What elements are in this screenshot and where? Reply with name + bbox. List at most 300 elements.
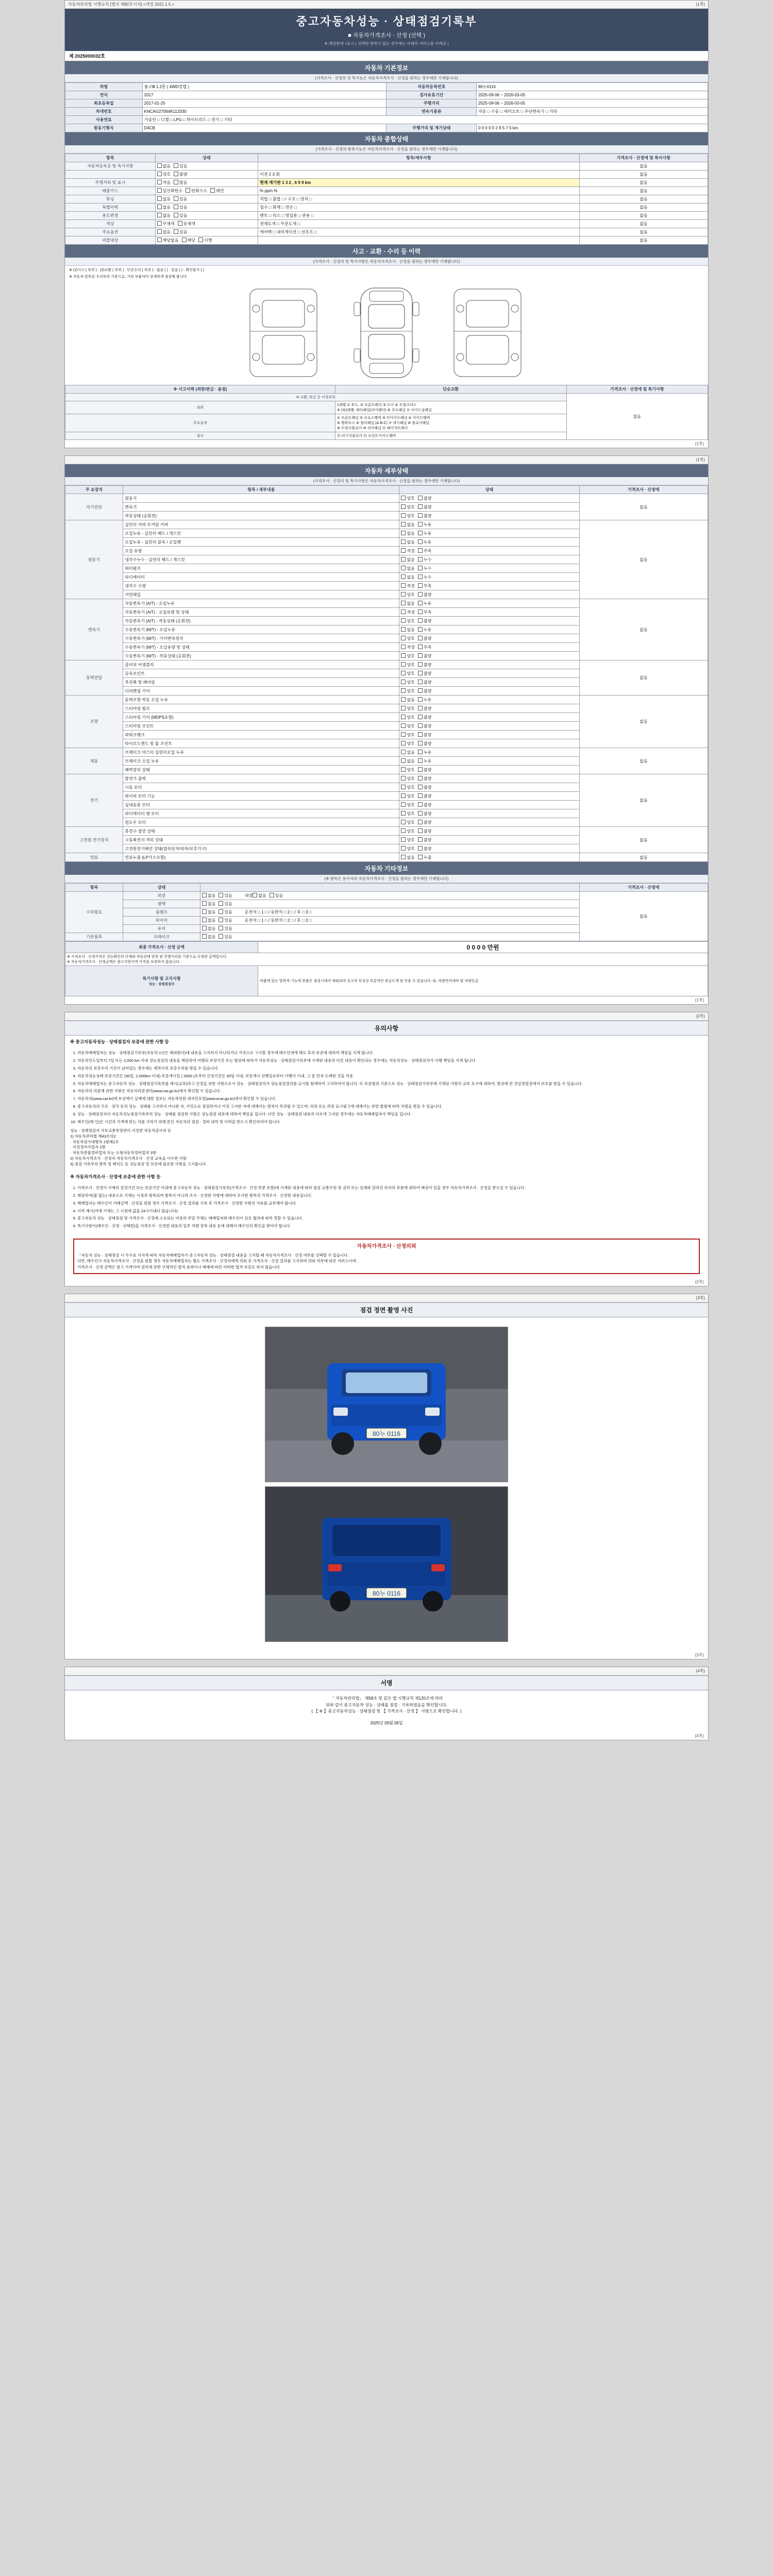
detail-option[interactable]: 양호 bbox=[401, 715, 414, 720]
detail-option[interactable]: 양호 bbox=[401, 671, 414, 676]
checkbox-icon[interactable] bbox=[401, 697, 406, 702]
detail-option[interactable]: 불량 bbox=[418, 802, 431, 808]
detail-item-options[interactable] bbox=[399, 722, 579, 731]
detail-option[interactable]: 양호 bbox=[401, 732, 414, 738]
detail-option[interactable]: 양호 bbox=[401, 592, 414, 598]
checkbox-icon[interactable] bbox=[418, 566, 423, 570]
detail-option[interactable]: 불량 bbox=[418, 776, 431, 782]
detail-option[interactable]: 누출 bbox=[418, 855, 431, 860]
other-option[interactable]: 없음 bbox=[202, 926, 215, 931]
detail-option[interactable]: 없음 bbox=[401, 750, 414, 755]
detail-option[interactable]: 양호 bbox=[401, 802, 414, 808]
checkbox-icon[interactable] bbox=[418, 574, 423, 579]
other-item-options[interactable] bbox=[200, 917, 579, 925]
checkbox-icon[interactable] bbox=[202, 901, 207, 906]
checkbox-icon[interactable] bbox=[401, 539, 406, 544]
detail-option[interactable]: 부족 bbox=[418, 645, 431, 650]
detail-option[interactable]: 없음 bbox=[401, 758, 414, 764]
detail-item-options[interactable] bbox=[399, 818, 579, 827]
detail-item-options[interactable] bbox=[399, 660, 579, 669]
detail-option[interactable]: 불량 bbox=[418, 715, 431, 720]
state-option[interactable]: 매연 bbox=[210, 188, 224, 194]
other-option[interactable]: 있음 bbox=[219, 926, 232, 931]
checkbox-icon[interactable] bbox=[174, 213, 178, 217]
checkbox-icon[interactable] bbox=[401, 618, 406, 623]
state-option[interactable]: 있음 bbox=[174, 213, 187, 218]
state-option[interactable]: 불량 bbox=[174, 172, 187, 177]
checkbox-icon[interactable] bbox=[401, 820, 406, 824]
checkbox-icon[interactable] bbox=[157, 172, 162, 176]
checkbox-icon[interactable] bbox=[418, 539, 423, 544]
checkbox-icon[interactable] bbox=[401, 504, 406, 509]
detail-option[interactable]: 없음 bbox=[401, 601, 414, 606]
state-option[interactable]: 탄화수소 bbox=[186, 188, 207, 194]
checkbox-icon[interactable] bbox=[401, 732, 406, 737]
detail-item-options[interactable] bbox=[399, 538, 579, 547]
detail-option[interactable]: 양호 bbox=[401, 618, 414, 624]
checkbox-icon[interactable] bbox=[418, 750, 423, 754]
other-item-options[interactable] bbox=[200, 925, 579, 933]
checkbox-icon[interactable] bbox=[418, 697, 423, 702]
detail-item-options[interactable] bbox=[399, 836, 579, 844]
state-options[interactable] bbox=[155, 236, 258, 245]
detail-option[interactable]: 양호 bbox=[401, 504, 414, 510]
detail-option[interactable]: 누유 bbox=[418, 522, 431, 528]
other-item-options[interactable] bbox=[200, 900, 579, 908]
state-option[interactable]: 해당없음 bbox=[157, 238, 179, 243]
detail-item-options[interactable] bbox=[399, 529, 579, 538]
detail-option[interactable]: 불량 bbox=[418, 793, 431, 799]
checkbox-icon[interactable] bbox=[401, 811, 406, 816]
detail-option[interactable]: 불량 bbox=[418, 706, 431, 711]
detail-option[interactable]: 불량 bbox=[418, 828, 431, 834]
detail-item-options[interactable] bbox=[399, 696, 579, 704]
checkbox-icon[interactable] bbox=[401, 496, 406, 500]
other-item-options[interactable] bbox=[200, 933, 579, 941]
checkbox-icon[interactable] bbox=[418, 662, 423, 667]
checkbox-icon[interactable] bbox=[418, 583, 423, 588]
state-options[interactable] bbox=[155, 171, 258, 179]
checkbox-icon[interactable] bbox=[401, 688, 406, 693]
checkbox-icon[interactable] bbox=[401, 566, 406, 570]
checkbox-icon[interactable] bbox=[202, 926, 207, 930]
checkbox-icon[interactable] bbox=[178, 221, 182, 226]
detail-option[interactable]: 불량 bbox=[418, 785, 431, 790]
detail-item-options[interactable] bbox=[399, 783, 579, 792]
detail-item-options[interactable] bbox=[399, 801, 579, 809]
detail-item-options[interactable] bbox=[399, 731, 579, 739]
state-option[interactable]: 있음 bbox=[174, 229, 187, 235]
detail-option[interactable]: 적정 bbox=[401, 583, 414, 589]
checkbox-icon[interactable] bbox=[182, 238, 187, 242]
checkbox-icon[interactable] bbox=[157, 238, 162, 242]
checkbox-icon[interactable] bbox=[418, 741, 423, 745]
detail-item-options[interactable] bbox=[399, 617, 579, 625]
detail-option[interactable]: 없음 bbox=[401, 627, 414, 633]
detail-option[interactable]: 부족 bbox=[418, 583, 431, 589]
detail-option[interactable]: 누유 bbox=[418, 627, 431, 633]
detail-option[interactable]: 양호 bbox=[401, 846, 414, 852]
checkbox-icon[interactable] bbox=[401, 557, 406, 562]
detail-item-options[interactable] bbox=[399, 827, 579, 836]
checkbox-icon[interactable] bbox=[202, 918, 207, 922]
checkbox-icon[interactable] bbox=[418, 776, 423, 781]
other-item-options[interactable] bbox=[200, 892, 579, 900]
checkbox-icon[interactable] bbox=[401, 706, 406, 710]
detail-option[interactable]: 적정 bbox=[401, 609, 414, 615]
checkbox-icon[interactable] bbox=[401, 767, 406, 772]
detail-option[interactable]: 없음 bbox=[401, 566, 414, 571]
detail-item-options[interactable] bbox=[399, 678, 579, 687]
checkbox-icon[interactable] bbox=[401, 653, 406, 658]
detail-option[interactable]: 불량 bbox=[418, 671, 431, 676]
detail-option[interactable]: 양호 bbox=[401, 496, 414, 501]
detail-option[interactable]: 없음 bbox=[401, 531, 414, 536]
checkbox-icon[interactable] bbox=[401, 636, 406, 640]
state-options[interactable] bbox=[155, 204, 258, 212]
other-option[interactable]: 없음 bbox=[202, 934, 215, 940]
detail-item-options[interactable] bbox=[399, 512, 579, 520]
other-option[interactable]: 있음 bbox=[219, 893, 232, 899]
checkbox-icon[interactable] bbox=[219, 909, 223, 914]
checkbox-icon[interactable] bbox=[418, 671, 423, 675]
checkbox-icon[interactable] bbox=[219, 918, 223, 922]
detail-option[interactable]: 양호 bbox=[401, 723, 414, 729]
checkbox-icon[interactable] bbox=[157, 188, 162, 193]
detail-option[interactable]: 불량 bbox=[418, 513, 431, 519]
state-detail: 이전 2 3 회 bbox=[258, 171, 580, 179]
checkbox-icon[interactable] bbox=[174, 172, 178, 176]
checkbox-icon[interactable] bbox=[401, 671, 406, 675]
checkbox-icon[interactable] bbox=[401, 750, 406, 754]
detail-option[interactable]: 누수 bbox=[418, 574, 431, 580]
state-option[interactable]: 없음 bbox=[157, 196, 171, 202]
checkbox-icon[interactable] bbox=[157, 180, 162, 184]
checkbox-icon[interactable] bbox=[401, 793, 406, 798]
detail-option[interactable]: 없음 bbox=[401, 574, 414, 580]
detail-item-options[interactable] bbox=[399, 809, 579, 818]
checkbox-icon[interactable] bbox=[174, 180, 178, 184]
state-option[interactable]: 없음 bbox=[157, 213, 171, 218]
checkbox-icon[interactable] bbox=[401, 855, 406, 859]
checkbox-icon[interactable] bbox=[418, 618, 423, 623]
detail-option[interactable]: 누수 bbox=[418, 566, 431, 571]
state-option[interactable]: 양호 bbox=[157, 172, 171, 177]
state-option[interactable]: 없음 bbox=[157, 205, 171, 210]
checkbox-icon[interactable] bbox=[418, 793, 423, 798]
state-options[interactable] bbox=[155, 195, 258, 204]
detail-option[interactable]: 불량 bbox=[418, 688, 431, 694]
detail-option[interactable]: 양호 bbox=[401, 793, 414, 799]
checkbox-icon[interactable] bbox=[401, 583, 406, 588]
checkbox-icon[interactable] bbox=[418, 548, 423, 553]
checkbox-icon[interactable] bbox=[401, 645, 406, 649]
detail-option[interactable]: 불량 bbox=[418, 820, 431, 825]
other-option[interactable]: 없음 bbox=[202, 893, 215, 899]
detail-option[interactable]: 누유 bbox=[418, 539, 431, 545]
detail-option[interactable]: 불량 bbox=[418, 680, 431, 685]
detail-option[interactable]: 양호 bbox=[401, 785, 414, 790]
checkbox-icon[interactable] bbox=[401, 513, 406, 518]
checkbox-icon[interactable] bbox=[202, 934, 207, 939]
detail-option[interactable]: 없음 bbox=[401, 539, 414, 545]
checkbox-icon[interactable] bbox=[401, 776, 406, 781]
checkbox-icon[interactable] bbox=[418, 820, 423, 824]
detail-option[interactable]: 없음 bbox=[401, 557, 414, 563]
detail-option[interactable]: 양호 bbox=[401, 706, 414, 711]
detail-item-options[interactable] bbox=[399, 792, 579, 801]
checkbox-icon[interactable] bbox=[418, 531, 423, 535]
detail-option[interactable]: 누유 bbox=[418, 601, 431, 606]
state-option[interactable]: 이행 bbox=[198, 238, 212, 243]
detail-option[interactable]: 불량 bbox=[418, 496, 431, 501]
checkbox-icon[interactable] bbox=[418, 785, 423, 789]
detail-option[interactable]: 불량 bbox=[418, 811, 431, 817]
checkbox-icon[interactable] bbox=[418, 592, 423, 597]
detail-option[interactable]: 양호 bbox=[401, 820, 414, 825]
state-option[interactable]: 있음 bbox=[174, 163, 187, 169]
detail-item-options[interactable] bbox=[399, 853, 579, 862]
checkbox-icon[interactable] bbox=[157, 213, 162, 217]
checkbox-icon[interactable] bbox=[198, 238, 203, 242]
detail-option[interactable]: 양호 bbox=[401, 776, 414, 782]
other-option[interactable]: 있음 bbox=[219, 934, 232, 940]
state-option[interactable]: 있음 bbox=[174, 196, 187, 202]
checkbox-icon[interactable] bbox=[219, 934, 223, 939]
detail-option[interactable]: 적정 bbox=[401, 548, 414, 554]
checkbox-icon[interactable] bbox=[418, 723, 423, 728]
detail-item-options[interactable] bbox=[399, 766, 579, 774]
detail-option[interactable]: 양호 bbox=[401, 811, 414, 817]
detail-item-options[interactable] bbox=[399, 590, 579, 599]
checkbox-icon[interactable] bbox=[401, 531, 406, 535]
detail-item-options[interactable] bbox=[399, 669, 579, 678]
detail-option[interactable]: 불량 bbox=[418, 837, 431, 843]
checkbox-icon[interactable] bbox=[418, 522, 423, 527]
checkbox-icon[interactable] bbox=[174, 196, 178, 201]
detail-item-options[interactable] bbox=[399, 564, 579, 573]
checkbox-icon[interactable] bbox=[418, 715, 423, 719]
detail-option[interactable]: 불량 bbox=[418, 636, 431, 641]
detail-item-options[interactable] bbox=[399, 503, 579, 512]
checkbox-icon[interactable] bbox=[418, 811, 423, 816]
checkbox-icon[interactable] bbox=[174, 229, 178, 234]
detail-option[interactable]: 불량 bbox=[418, 618, 431, 624]
checkbox-icon[interactable] bbox=[418, 758, 423, 763]
other-option[interactable]: 있음 bbox=[270, 893, 283, 899]
checkbox-icon[interactable] bbox=[418, 513, 423, 518]
checkbox-icon[interactable] bbox=[157, 196, 162, 201]
detail-item-options[interactable] bbox=[399, 757, 579, 766]
detail-item-options[interactable] bbox=[399, 494, 579, 503]
detail-item-options[interactable] bbox=[399, 573, 579, 582]
checkbox-icon[interactable] bbox=[401, 548, 406, 553]
detail-option[interactable]: 불량 bbox=[418, 662, 431, 668]
checkbox-icon[interactable] bbox=[157, 205, 162, 209]
detail-item-options[interactable] bbox=[399, 652, 579, 660]
other-option[interactable]: 없음 bbox=[202, 909, 215, 915]
state-option[interactable]: 없음 bbox=[157, 229, 171, 235]
detail-item-options[interactable] bbox=[399, 774, 579, 783]
checkbox-icon[interactable] bbox=[418, 837, 423, 842]
checkbox-icon[interactable] bbox=[401, 846, 406, 851]
checkbox-icon[interactable] bbox=[418, 732, 423, 737]
checkbox-icon[interactable] bbox=[418, 504, 423, 509]
state-options[interactable] bbox=[155, 212, 258, 220]
detail-option[interactable]: 양호 bbox=[401, 662, 414, 668]
checkbox-icon[interactable] bbox=[418, 688, 423, 693]
checkbox-icon[interactable] bbox=[174, 205, 178, 209]
detail-item-options[interactable] bbox=[399, 713, 579, 722]
checkbox-icon[interactable] bbox=[418, 706, 423, 710]
detail-option[interactable]: 누수 bbox=[418, 557, 431, 563]
other-option[interactable]: 없음 bbox=[202, 918, 215, 923]
checkbox-icon[interactable] bbox=[401, 837, 406, 842]
checkbox-icon[interactable] bbox=[157, 163, 162, 168]
checkbox-icon[interactable] bbox=[418, 496, 423, 500]
detail-option[interactable]: 부족 bbox=[418, 609, 431, 615]
state-options[interactable] bbox=[155, 228, 258, 236]
checkbox-icon[interactable] bbox=[401, 680, 406, 684]
detail-item-options[interactable] bbox=[399, 748, 579, 757]
checkbox-icon[interactable] bbox=[174, 163, 178, 168]
checkbox-icon[interactable] bbox=[157, 229, 162, 234]
checkbox-icon[interactable] bbox=[401, 828, 406, 833]
state-options[interactable] bbox=[155, 162, 258, 171]
detail-option[interactable]: 양호 bbox=[401, 636, 414, 641]
checkbox-icon[interactable] bbox=[401, 723, 406, 728]
state-option[interactable]: 일산화탄소 bbox=[157, 188, 183, 194]
checkbox-icon[interactable] bbox=[418, 855, 423, 859]
checkbox-icon[interactable] bbox=[401, 741, 406, 745]
detail-option[interactable]: 불량 bbox=[418, 653, 431, 659]
other-item-options[interactable] bbox=[200, 908, 579, 917]
state-options[interactable] bbox=[155, 220, 258, 228]
checkbox-icon[interactable] bbox=[418, 601, 423, 605]
checkbox-icon[interactable] bbox=[401, 785, 406, 789]
detail-option[interactable]: 없음 bbox=[401, 697, 414, 703]
detail-option[interactable]: 누유 bbox=[418, 750, 431, 755]
detail-item-options[interactable] bbox=[399, 599, 579, 608]
checkbox-icon[interactable] bbox=[219, 901, 223, 906]
detail-item-options[interactable] bbox=[399, 634, 579, 643]
detail-option[interactable]: 불량 bbox=[418, 723, 431, 729]
detail-item-options[interactable] bbox=[399, 582, 579, 590]
detail-item-options[interactable] bbox=[399, 608, 579, 617]
checkbox-icon[interactable] bbox=[219, 926, 223, 930]
state-option[interactable]: 적음 bbox=[157, 180, 171, 185]
detail-option[interactable]: 불량 bbox=[418, 767, 431, 773]
detail-option[interactable]: 적정 bbox=[401, 645, 414, 650]
checkbox-icon[interactable] bbox=[418, 557, 423, 562]
other-option[interactable]: 있음 bbox=[219, 909, 232, 915]
checkbox-icon[interactable] bbox=[418, 645, 423, 649]
checkbox-icon[interactable] bbox=[401, 758, 406, 763]
state-options[interactable] bbox=[155, 187, 258, 195]
state-remark: 없음 bbox=[579, 212, 708, 220]
checkbox-icon[interactable] bbox=[418, 802, 423, 807]
checkbox-icon[interactable] bbox=[253, 893, 257, 897]
detail-option[interactable]: 누유 bbox=[418, 697, 431, 703]
state-option[interactable]: 유채색 bbox=[178, 221, 195, 227]
detail-option[interactable]: 불량 bbox=[418, 504, 431, 510]
detail-item-options[interactable] bbox=[399, 739, 579, 748]
checkbox-icon[interactable] bbox=[401, 609, 406, 614]
detail-option[interactable]: 양호 bbox=[401, 767, 414, 773]
detail-option[interactable]: 양호 bbox=[401, 741, 414, 747]
detail-option[interactable]: 불량 bbox=[418, 846, 431, 852]
detail-option[interactable]: 없음 bbox=[401, 522, 414, 528]
checkbox-icon[interactable] bbox=[418, 636, 423, 640]
state-option[interactable]: 많음 bbox=[174, 180, 187, 185]
detail-item-options[interactable] bbox=[399, 625, 579, 634]
detail-option[interactable]: 양호 bbox=[401, 653, 414, 659]
detail-option[interactable]: 누유 bbox=[418, 758, 431, 764]
detail-option[interactable]: 양호 bbox=[401, 837, 414, 843]
checkbox-icon[interactable] bbox=[401, 662, 406, 667]
checkbox-icon[interactable] bbox=[418, 653, 423, 658]
checkbox-icon[interactable] bbox=[401, 802, 406, 807]
state-options[interactable] bbox=[155, 179, 258, 187]
checkbox-icon[interactable] bbox=[219, 893, 223, 897]
detail-option[interactable]: 양호 bbox=[401, 513, 414, 519]
state-option[interactable]: 없음 bbox=[157, 163, 171, 169]
other-option[interactable]: 있음 bbox=[219, 901, 232, 907]
other-option[interactable]: 없음 bbox=[253, 893, 266, 899]
checkbox-icon[interactable] bbox=[202, 909, 207, 914]
checkbox-icon[interactable] bbox=[401, 592, 406, 597]
detail-option[interactable]: 불량 bbox=[418, 592, 431, 598]
state-option[interactable]: 해당 bbox=[182, 238, 195, 243]
detail-option[interactable]: 없음 bbox=[401, 855, 414, 860]
checkbox-icon[interactable] bbox=[418, 846, 423, 851]
checkbox-icon[interactable] bbox=[270, 893, 274, 897]
checkbox-icon[interactable] bbox=[401, 574, 406, 579]
checkbox-icon[interactable] bbox=[210, 188, 215, 193]
checkbox-icon[interactable] bbox=[418, 680, 423, 684]
other-option[interactable]: 없음 bbox=[202, 901, 215, 907]
other-option[interactable]: 있음 bbox=[219, 918, 232, 923]
detail-item-options[interactable] bbox=[399, 844, 579, 853]
detail-item-options[interactable] bbox=[399, 520, 579, 529]
checkbox-icon[interactable] bbox=[157, 221, 162, 226]
detail-option[interactable]: 양호 bbox=[401, 828, 414, 834]
detail-option[interactable]: 불량 bbox=[418, 741, 431, 747]
checkbox-icon[interactable] bbox=[186, 188, 190, 193]
detail-item-options[interactable] bbox=[399, 643, 579, 652]
detail-option[interactable]: 누유 bbox=[418, 531, 431, 536]
detail-item-options[interactable] bbox=[399, 704, 579, 713]
checkbox-icon[interactable] bbox=[418, 609, 423, 614]
checkbox-icon[interactable] bbox=[401, 522, 406, 527]
detail-item-options[interactable] bbox=[399, 687, 579, 696]
checkbox-icon[interactable] bbox=[418, 828, 423, 833]
checkbox-icon[interactable] bbox=[401, 715, 406, 719]
detail-option[interactable]: 부족 bbox=[418, 548, 431, 554]
state-option[interactable]: 있음 bbox=[174, 205, 187, 210]
checkbox-icon[interactable] bbox=[418, 627, 423, 632]
checkbox-icon[interactable] bbox=[401, 601, 406, 605]
state-option[interactable]: 무채색 bbox=[157, 221, 175, 227]
detail-option[interactable]: 양호 bbox=[401, 680, 414, 685]
detail-item-options[interactable] bbox=[399, 555, 579, 564]
checkbox-icon[interactable] bbox=[401, 627, 406, 632]
detail-item-options[interactable] bbox=[399, 547, 579, 555]
checkbox-icon[interactable] bbox=[418, 767, 423, 772]
detail-option[interactable]: 불량 bbox=[418, 732, 431, 738]
detail-option[interactable]: 양호 bbox=[401, 688, 414, 694]
checkbox-icon[interactable] bbox=[202, 893, 207, 897]
